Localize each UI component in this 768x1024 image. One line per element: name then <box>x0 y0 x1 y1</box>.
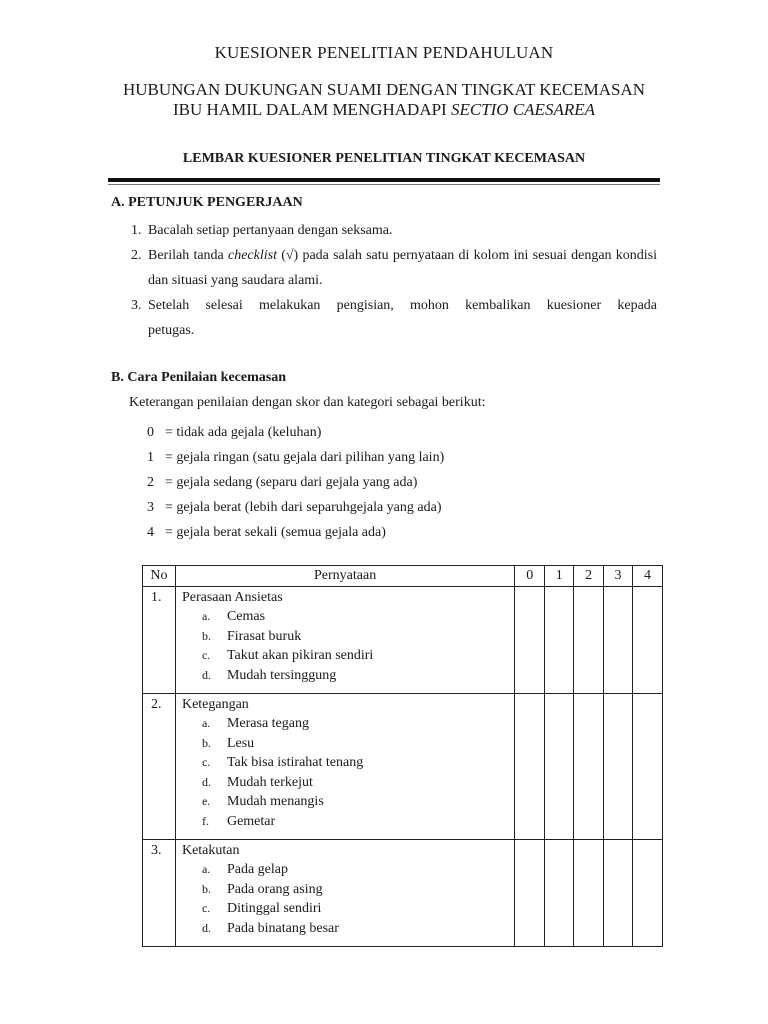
symptom-text: Cemas <box>226 609 266 624</box>
symptom-text: Gemetar <box>226 813 276 829</box>
table-row <box>143 587 663 694</box>
score-desc: = gejala berat (lebih dari separuhgejala yang ada) <box>165 500 442 515</box>
symptom-text: Pada binatang besar <box>226 920 339 936</box>
section-a-heading: A. PETUNJUK PENGERJAAN <box>111 195 303 210</box>
symptom-text: Takut akan pikiran sendiri <box>226 648 374 663</box>
score-value: 1 <box>147 450 154 465</box>
header-no: No <box>143 566 176 587</box>
symptom-letter: d. <box>201 920 211 935</box>
research-title-line1: HUBUNGAN DUKUNGAN SUAMI DENGAN TINGKAT KECEMASAN <box>122 80 646 99</box>
symptom-letter: b. <box>201 735 211 750</box>
score-desc: = gejala sedang (separu dari gejala yang ada) <box>165 475 418 490</box>
instruction-item <box>128 243 657 293</box>
symptom-text: Firasat buruk <box>226 628 302 644</box>
symptom-letter: a. <box>201 862 211 876</box>
score-row <box>147 445 444 470</box>
score-0-checkbox-cell[interactable] <box>515 840 545 947</box>
score-0-checkbox-cell[interactable] <box>515 587 545 694</box>
instructions-list <box>128 218 657 343</box>
score-1-checkbox-cell[interactable] <box>545 587 574 694</box>
instruction-text: Setelah selesai melakukan pengisian, mohon kembalikan kuesioner kepada <box>148 298 657 313</box>
score-row <box>147 470 444 495</box>
score-3-checkbox-cell[interactable] <box>604 587 633 694</box>
score-row <box>147 495 444 520</box>
statement-cell <box>175 840 514 947</box>
header-score-1: 1 <box>545 566 574 587</box>
score-row <box>147 520 444 545</box>
instruction-text-continued: petugas. <box>148 323 195 338</box>
symptom-item <box>182 714 514 734</box>
symptom-item <box>182 860 514 880</box>
symptom-item <box>182 899 514 919</box>
research-title-line2 <box>0 100 768 120</box>
instruction-number: 3. <box>131 298 142 313</box>
research-title <box>0 80 768 120</box>
table-row <box>143 694 663 840</box>
symptom-letter: d. <box>201 667 211 682</box>
symptom-letter: a. <box>201 716 211 730</box>
symptom-item <box>182 773 514 793</box>
questionnaire-subtitle: LEMBAR KUESIONER PENELITIAN TINGKAT KECEMASAN <box>182 151 586 166</box>
symptom-text: Pada orang asing <box>226 881 323 897</box>
symptom-letter: d. <box>201 774 211 789</box>
header-statement: Pernyataan <box>175 566 514 587</box>
document-title: KUESIONER PENELITIAN PENDAHULUAN <box>214 43 554 62</box>
row-number: 3. <box>143 840 176 947</box>
symptom-letter: f. <box>201 813 209 828</box>
score-desc: = tidak ada gejala (keluhan) <box>165 425 322 440</box>
score-row <box>147 420 444 445</box>
symptom-text: Mudah terkejut <box>226 774 313 790</box>
instruction-text: Berilah tanda checklist (√) pada salah satu pernyataan di kolom ini sesuai dengan kondisi dan situasi yang saudara alami. <box>148 248 658 288</box>
score-2-checkbox-cell[interactable] <box>574 840 604 947</box>
statement-cell <box>175 694 514 840</box>
instruction-number: 1. <box>131 223 142 238</box>
score-1-checkbox-cell[interactable] <box>545 840 574 947</box>
checklist-term: checklist <box>228 248 277 263</box>
table-row <box>143 840 663 947</box>
symptom-item <box>182 880 514 900</box>
symptom-item <box>182 607 514 627</box>
score-4-checkbox-cell[interactable] <box>633 587 663 694</box>
symptom-item <box>182 753 514 773</box>
score-desc: = gejala berat sekali (semua gejala ada) <box>165 525 386 540</box>
symptom-letter: c. <box>201 648 211 662</box>
symptom-item <box>182 919 514 939</box>
score-value: 2 <box>147 475 154 490</box>
score-value: 0 <box>147 425 154 440</box>
instruction-number: 2. <box>131 248 142 263</box>
section-b-heading: B. Cara Penilaian kecemasan <box>111 370 286 385</box>
header-score-3: 3 <box>604 566 633 587</box>
symptom-text: Ditinggal sendiri <box>226 901 322 916</box>
symptom-group-title: Ketegangan <box>181 697 249 712</box>
symptom-text: Merasa tegang <box>226 716 309 731</box>
row-number: 2. <box>143 694 176 840</box>
score-value: 3 <box>147 500 154 515</box>
row-number: 1. <box>143 587 176 694</box>
symptom-item <box>182 734 514 754</box>
symptom-letter: e. <box>201 794 211 808</box>
score-value: 4 <box>147 525 154 540</box>
research-title-italic: SECTIO CAESAREA <box>450 100 595 119</box>
header-score-0: 0 <box>515 566 545 587</box>
symptom-item <box>182 627 514 647</box>
header-divider <box>108 178 660 182</box>
header-score-2: 2 <box>574 566 604 587</box>
symptom-text: Pada gelap <box>226 862 288 877</box>
table-header-row <box>143 566 663 587</box>
symptom-text: Mudah tersinggung <box>226 667 337 683</box>
symptom-letter: b. <box>201 628 211 643</box>
header-divider-thin <box>108 184 660 185</box>
score-legend <box>147 420 444 545</box>
instruction-item <box>128 293 657 343</box>
symptom-letter: b. <box>201 881 211 896</box>
score-0-checkbox-cell[interactable] <box>515 694 545 840</box>
score-3-checkbox-cell[interactable] <box>604 840 633 947</box>
symptom-group-title: Ketakutan <box>181 843 240 858</box>
score-4-checkbox-cell[interactable] <box>633 694 663 840</box>
statement-cell <box>175 587 514 694</box>
symptom-text: Mudah menangis <box>226 794 324 809</box>
score-desc: = gejala ringan (satu gejala dari pilihan yang lain) <box>165 450 445 465</box>
symptom-item <box>182 646 514 666</box>
score-2-checkbox-cell[interactable] <box>574 694 604 840</box>
symptom-item <box>182 812 514 832</box>
symptom-group-title: Perasaan Ansietas <box>181 590 283 605</box>
symptom-item <box>182 666 514 686</box>
symptom-text: Tak bisa istirahat tenang <box>226 755 364 770</box>
instruction-item <box>128 218 657 243</box>
scoring-intro: Keterangan penilaian dengan skor dan kategori sebagai berikut: <box>129 395 486 410</box>
score-1-checkbox-cell[interactable] <box>545 694 574 840</box>
symptom-item <box>182 792 514 812</box>
score-3-checkbox-cell[interactable] <box>604 694 633 840</box>
score-4-checkbox-cell[interactable] <box>633 840 663 947</box>
symptom-text: Lesu <box>226 735 255 751</box>
symptom-letter: c. <box>201 901 211 915</box>
header-score-4: 4 <box>633 566 663 587</box>
instruction-text: Bacalah setiap pertanyaan dengan seksama. <box>148 223 393 238</box>
symptom-letter: a. <box>201 609 211 623</box>
score-2-checkbox-cell[interactable] <box>574 587 604 694</box>
symptom-letter: c. <box>201 755 211 769</box>
anxiety-questionnaire-table <box>142 565 663 947</box>
research-title-prefix: IBU HAMIL DALAM MENGHADAPI <box>173 100 451 119</box>
